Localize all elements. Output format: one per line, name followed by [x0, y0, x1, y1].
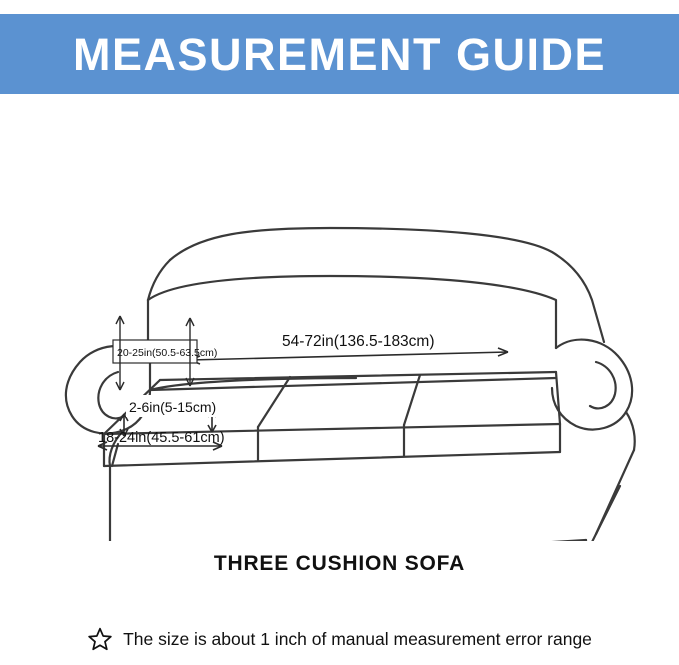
dimension-width-label: 54-72in(136.5-183cm) [282, 333, 435, 350]
sofa-type-caption: THREE CUSHION SOFA [213, 552, 466, 575]
dimension-seat-depth-label: 18-24in(45.5-61cm) [98, 430, 225, 446]
sofa-illustration [0, 94, 679, 541]
header-banner [0, 14, 679, 94]
page-title: MEASUREMENT GUIDE [72, 28, 607, 80]
dimension-backrest-label: 20-25in(50.5-63.5cm) [117, 347, 218, 359]
star-icon [87, 626, 113, 652]
footer-note [0, 626, 679, 652]
dimension-seat-height-label: 2-6in(5-15cm) [129, 399, 217, 415]
footer-note-text: The size is about 1 inch of manual measurement error range [123, 628, 592, 649]
